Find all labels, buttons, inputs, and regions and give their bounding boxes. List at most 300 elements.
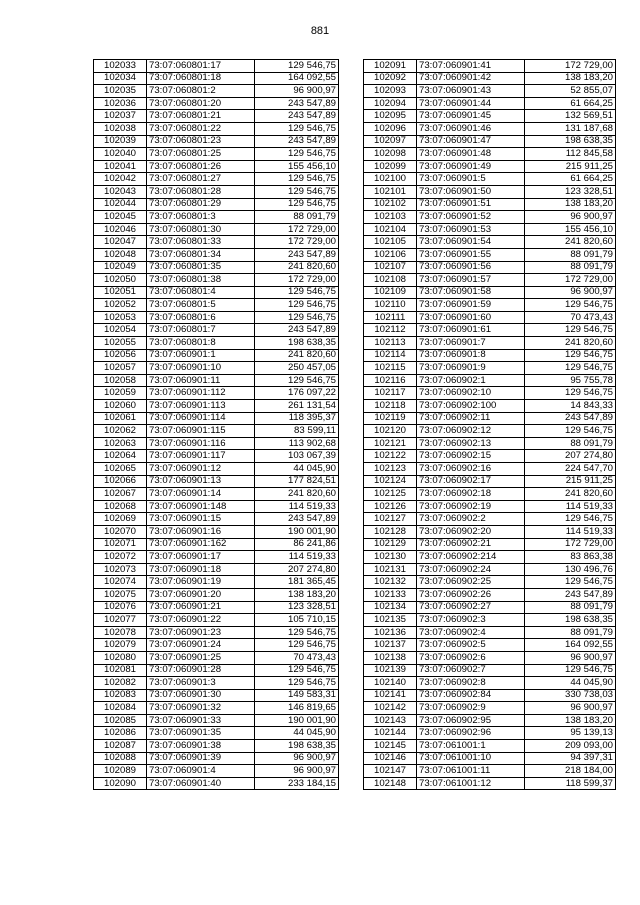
cadastral-number-cell: 73:07:060902:5 — [417, 639, 525, 652]
row-number-cell: 102067 — [94, 488, 147, 501]
amount-cell: 241 820,60 — [255, 261, 339, 274]
cadastral-number-cell: 73:07:060801:26 — [147, 160, 255, 173]
table-row — [364, 450, 616, 463]
cadastral-number-cell: 73:07:061001:11 — [417, 765, 525, 778]
table-row — [364, 362, 616, 375]
amount-cell: 243 547,89 — [255, 135, 339, 148]
table-row — [364, 60, 616, 73]
row-number-cell: 102126 — [364, 500, 417, 513]
row-number-cell: 102097 — [364, 135, 417, 148]
row-number-cell: 102076 — [94, 601, 147, 614]
row-number-cell: 102107 — [364, 261, 417, 274]
row-number-cell: 102094 — [364, 97, 417, 110]
cadastral-number-cell: 73:07:060901:61 — [417, 324, 525, 337]
table-row — [94, 311, 339, 324]
left-table-body — [94, 60, 339, 790]
cadastral-number-cell: 73:07:060901:17 — [147, 551, 255, 564]
row-number-cell: 102146 — [364, 752, 417, 765]
row-number-cell: 102064 — [94, 450, 147, 463]
amount-cell: 83 599,11 — [255, 425, 339, 438]
table-row — [364, 626, 616, 639]
amount-cell: 129 546,75 — [525, 349, 616, 362]
row-number-cell: 102133 — [364, 588, 417, 601]
cadastral-number-cell: 73:07:060902:95 — [417, 714, 525, 727]
table-row — [364, 72, 616, 85]
table-row — [94, 185, 339, 198]
row-number-cell: 102110 — [364, 299, 417, 312]
cadastral-number-cell: 73:07:060902:24 — [417, 563, 525, 576]
row-number-cell: 102086 — [94, 727, 147, 740]
amount-cell: 155 456,10 — [255, 160, 339, 173]
cadastral-number-cell: 73:07:060901:28 — [147, 664, 255, 677]
table-row — [364, 563, 616, 576]
table-row — [94, 387, 339, 400]
cadastral-number-cell: 73:07:060901:22 — [147, 614, 255, 627]
amount-cell: 233 184,15 — [255, 777, 339, 790]
cadastral-number-cell: 73:07:060902:3 — [417, 614, 525, 627]
amount-cell: 129 546,75 — [525, 362, 616, 375]
amount-cell: 181 365,45 — [255, 576, 339, 589]
table-row — [94, 614, 339, 627]
row-number-cell: 102077 — [94, 614, 147, 627]
row-number-cell: 102078 — [94, 626, 147, 639]
amount-cell: 88 091,79 — [525, 626, 616, 639]
row-number-cell: 102038 — [94, 122, 147, 135]
amount-cell: 241 820,60 — [255, 488, 339, 501]
cadastral-number-cell: 73:07:060902:214 — [417, 551, 525, 564]
amount-cell: 138 183,20 — [525, 714, 616, 727]
amount-cell: 118 395,37 — [255, 412, 339, 425]
cadastral-number-cell: 73:07:060901:1 — [147, 349, 255, 362]
row-number-cell: 102113 — [364, 337, 417, 350]
amount-cell: 105 710,15 — [255, 614, 339, 627]
cadastral-number-cell: 73:07:060901:20 — [147, 588, 255, 601]
table-row — [364, 223, 616, 236]
row-number-cell: 102074 — [94, 576, 147, 589]
row-number-cell: 102106 — [364, 248, 417, 261]
cadastral-number-cell: 73:07:060902:96 — [417, 727, 525, 740]
amount-cell: 114 519,33 — [255, 500, 339, 513]
table-row — [94, 60, 339, 73]
row-number-cell: 102141 — [364, 689, 417, 702]
table-row — [94, 324, 339, 337]
amount-cell: 14 843,33 — [525, 400, 616, 413]
amount-cell: 129 546,75 — [255, 626, 339, 639]
page-number: 881 — [310, 25, 330, 37]
cadastral-number-cell: 73:07:060901:51 — [417, 198, 525, 211]
row-number-cell: 102104 — [364, 223, 417, 236]
row-number-cell: 102069 — [94, 513, 147, 526]
row-number-cell: 102056 — [94, 349, 147, 362]
amount-cell: 129 546,75 — [255, 639, 339, 652]
amount-cell: 172 729,00 — [525, 274, 616, 287]
cadastral-number-cell: 73:07:060901:30 — [147, 689, 255, 702]
cadastral-number-cell: 73:07:060902:7 — [417, 664, 525, 677]
table-row — [364, 198, 616, 211]
cadastral-number-cell: 73:07:060902:1 — [417, 374, 525, 387]
table-row — [364, 538, 616, 551]
amount-cell: 330 738,03 — [525, 689, 616, 702]
amount-cell: 129 546,75 — [525, 664, 616, 677]
amount-cell: 94 397,31 — [525, 752, 616, 765]
table-row — [94, 626, 339, 639]
row-number-cell: 102050 — [94, 274, 147, 287]
row-number-cell: 102111 — [364, 311, 417, 324]
amount-cell: 95 755,78 — [525, 374, 616, 387]
table-row — [364, 677, 616, 690]
cadastral-number-cell: 73:07:060801:35 — [147, 261, 255, 274]
table-row — [364, 437, 616, 450]
cadastral-number-cell: 73:07:060901:112 — [147, 387, 255, 400]
table-row — [364, 374, 616, 387]
amount-cell: 164 092,55 — [255, 72, 339, 85]
cadastral-number-cell: 73:07:060801:8 — [147, 337, 255, 350]
amount-cell: 129 546,75 — [255, 311, 339, 324]
cadastral-number-cell: 73:07:060901:9 — [417, 362, 525, 375]
amount-cell: 44 045,90 — [255, 727, 339, 740]
cadastral-number-cell: 73:07:060901:5 — [417, 173, 525, 186]
left-register-table — [93, 59, 339, 790]
table-row — [364, 488, 616, 501]
cadastral-number-cell: 73:07:060902:15 — [417, 450, 525, 463]
table-row — [94, 488, 339, 501]
cadastral-number-cell: 73:07:060901:42 — [417, 72, 525, 85]
table-row — [94, 740, 339, 753]
table-row — [94, 248, 339, 261]
cadastral-number-cell: 73:07:060801:27 — [147, 173, 255, 186]
table-row — [364, 324, 616, 337]
table-row — [94, 135, 339, 148]
amount-cell: 129 546,75 — [255, 173, 339, 186]
amount-cell: 118 599,37 — [525, 777, 616, 790]
row-number-cell: 102081 — [94, 664, 147, 677]
amount-cell: 129 546,75 — [255, 198, 339, 211]
table-row — [94, 588, 339, 601]
row-number-cell: 102127 — [364, 513, 417, 526]
row-number-cell: 102098 — [364, 148, 417, 161]
amount-cell: 243 547,89 — [255, 513, 339, 526]
table-row — [364, 576, 616, 589]
row-number-cell: 102131 — [364, 563, 417, 576]
amount-cell: 103 067,39 — [255, 450, 339, 463]
amount-cell: 112 845,58 — [525, 148, 616, 161]
table-row — [94, 525, 339, 538]
row-number-cell: 102082 — [94, 677, 147, 690]
amount-cell: 131 187,68 — [525, 122, 616, 135]
cadastral-number-cell: 73:07:060901:23 — [147, 626, 255, 639]
cadastral-number-cell: 73:07:060801:3 — [147, 211, 255, 224]
cadastral-number-cell: 73:07:060901:39 — [147, 752, 255, 765]
row-number-cell: 102047 — [94, 236, 147, 249]
row-number-cell: 102063 — [94, 437, 147, 450]
row-number-cell: 102100 — [364, 173, 417, 186]
table-row — [364, 588, 616, 601]
amount-cell: 86 241,86 — [255, 538, 339, 551]
amount-cell: 44 045,90 — [255, 463, 339, 476]
amount-cell: 88 091,79 — [525, 601, 616, 614]
row-number-cell: 102114 — [364, 349, 417, 362]
row-number-cell: 102116 — [364, 374, 417, 387]
amount-cell: 243 547,89 — [525, 588, 616, 601]
amount-cell: 96 900,97 — [525, 286, 616, 299]
table-row — [364, 173, 616, 186]
amount-cell: 129 546,75 — [525, 387, 616, 400]
row-number-cell: 102055 — [94, 337, 147, 350]
row-number-cell: 102093 — [364, 85, 417, 98]
amount-cell: 129 546,75 — [255, 148, 339, 161]
table-row — [94, 563, 339, 576]
amount-cell: 44 045,90 — [525, 677, 616, 690]
table-row — [94, 148, 339, 161]
cadastral-number-cell: 73:07:060901:41 — [417, 60, 525, 73]
cadastral-number-cell: 73:07:060801:20 — [147, 97, 255, 110]
cadastral-number-cell: 73:07:060901:45 — [417, 110, 525, 123]
cadastral-number-cell: 73:07:060901:21 — [147, 601, 255, 614]
cadastral-number-cell: 73:07:060902:20 — [417, 525, 525, 538]
amount-cell: 113 902,68 — [255, 437, 339, 450]
cadastral-number-cell: 73:07:060901:11 — [147, 374, 255, 387]
amount-cell: 207 274,80 — [255, 563, 339, 576]
cadastral-number-cell: 73:07:060902:25 — [417, 576, 525, 589]
cadastral-number-cell: 73:07:060902:10 — [417, 387, 525, 400]
amount-cell: 129 546,75 — [525, 576, 616, 589]
cadastral-number-cell: 73:07:060902:17 — [417, 475, 525, 488]
amount-cell: 155 456,10 — [525, 223, 616, 236]
cadastral-number-cell: 73:07:060901:58 — [417, 286, 525, 299]
table-row — [94, 97, 339, 110]
amount-cell: 96 900,97 — [255, 85, 339, 98]
cadastral-number-cell: 73:07:060901:3 — [147, 677, 255, 690]
table-row — [364, 463, 616, 476]
row-number-cell: 102130 — [364, 551, 417, 564]
row-number-cell: 102044 — [94, 198, 147, 211]
amount-cell: 215 911,25 — [525, 160, 616, 173]
amount-cell: 129 546,75 — [525, 425, 616, 438]
row-number-cell: 102145 — [364, 740, 417, 753]
cadastral-number-cell: 73:07:060902:27 — [417, 601, 525, 614]
table-row — [364, 551, 616, 564]
cadastral-number-cell: 73:07:060901:25 — [147, 651, 255, 664]
amount-cell: 138 183,20 — [525, 72, 616, 85]
amount-cell: 149 583,31 — [255, 689, 339, 702]
row-number-cell: 102066 — [94, 475, 147, 488]
table-row — [364, 211, 616, 224]
row-number-cell: 102139 — [364, 664, 417, 677]
table-row — [364, 160, 616, 173]
table-row — [94, 400, 339, 413]
amount-cell: 96 900,97 — [255, 765, 339, 778]
amount-cell: 129 546,75 — [255, 374, 339, 387]
row-number-cell: 102051 — [94, 286, 147, 299]
table-row — [94, 513, 339, 526]
cadastral-number-cell: 73:07:060901:50 — [417, 185, 525, 198]
amount-cell: 132 569,51 — [525, 110, 616, 123]
table-row — [94, 337, 339, 350]
amount-cell: 138 183,20 — [255, 588, 339, 601]
row-number-cell: 102048 — [94, 248, 147, 261]
amount-cell: 123 328,51 — [255, 601, 339, 614]
table-row — [364, 513, 616, 526]
row-number-cell: 102036 — [94, 97, 147, 110]
amount-cell: 190 001,90 — [255, 525, 339, 538]
cadastral-number-cell: 73:07:060901:53 — [417, 223, 525, 236]
cadastral-number-cell: 73:07:060801:2 — [147, 85, 255, 98]
cadastral-number-cell: 73:07:060901:7 — [417, 337, 525, 350]
cadastral-number-cell: 73:07:060902:21 — [417, 538, 525, 551]
cadastral-number-cell: 73:07:060902:2 — [417, 513, 525, 526]
cadastral-number-cell: 73:07:061001:1 — [417, 740, 525, 753]
amount-cell: 243 547,89 — [255, 324, 339, 337]
table-row — [364, 664, 616, 677]
cadastral-number-cell: 73:07:060902:26 — [417, 588, 525, 601]
row-number-cell: 102091 — [364, 60, 417, 73]
row-number-cell: 102121 — [364, 437, 417, 450]
row-number-cell: 102034 — [94, 72, 147, 85]
amount-cell: 129 546,75 — [525, 324, 616, 337]
row-number-cell: 102079 — [94, 639, 147, 652]
row-number-cell: 102075 — [94, 588, 147, 601]
amount-cell: 114 519,33 — [255, 551, 339, 564]
table-row — [364, 122, 616, 135]
row-number-cell: 102128 — [364, 525, 417, 538]
table-row — [364, 765, 616, 778]
amount-cell: 61 664,25 — [525, 173, 616, 186]
table-row — [94, 500, 339, 513]
table-row — [94, 72, 339, 85]
table-row — [94, 274, 339, 287]
row-number-cell: 102070 — [94, 525, 147, 538]
table-row — [364, 97, 616, 110]
cadastral-number-cell: 73:07:060901:115 — [147, 425, 255, 438]
row-number-cell: 102132 — [364, 576, 417, 589]
amount-cell: 129 546,75 — [525, 299, 616, 312]
row-number-cell: 102147 — [364, 765, 417, 778]
amount-cell: 70 473,43 — [255, 651, 339, 664]
table-row — [364, 148, 616, 161]
row-number-cell: 102037 — [94, 110, 147, 123]
table-row — [364, 387, 616, 400]
cadastral-number-cell: 73:07:060901:44 — [417, 97, 525, 110]
table-row — [364, 740, 616, 753]
cadastral-number-cell: 73:07:060901:162 — [147, 538, 255, 551]
amount-cell: 129 546,75 — [255, 60, 339, 73]
cadastral-number-cell: 73:07:060901:46 — [417, 122, 525, 135]
amount-cell: 129 546,75 — [255, 677, 339, 690]
row-number-cell: 102112 — [364, 324, 417, 337]
table-row — [364, 286, 616, 299]
amount-cell: 83 863,38 — [525, 551, 616, 564]
row-number-cell: 102068 — [94, 500, 147, 513]
table-row — [364, 311, 616, 324]
table-row — [364, 400, 616, 413]
row-number-cell: 102083 — [94, 689, 147, 702]
row-number-cell: 102137 — [364, 639, 417, 652]
cadastral-number-cell: 73:07:060901:113 — [147, 400, 255, 413]
row-number-cell: 102124 — [364, 475, 417, 488]
row-number-cell: 102118 — [364, 400, 417, 413]
amount-cell: 129 546,75 — [255, 299, 339, 312]
amount-cell: 129 546,75 — [255, 122, 339, 135]
cadastral-number-cell: 73:07:060901:13 — [147, 475, 255, 488]
amount-cell: 95 139,13 — [525, 727, 616, 740]
table-row — [364, 651, 616, 664]
table-row — [364, 525, 616, 538]
row-number-cell: 102089 — [94, 765, 147, 778]
table-row — [94, 198, 339, 211]
row-number-cell: 102101 — [364, 185, 417, 198]
amount-cell: 129 546,75 — [255, 286, 339, 299]
cadastral-number-cell: 73:07:060901:117 — [147, 450, 255, 463]
cadastral-number-cell: 73:07:060901:57 — [417, 274, 525, 287]
cadastral-number-cell: 73:07:060902:6 — [417, 651, 525, 664]
right-register-table — [363, 59, 616, 790]
row-number-cell: 102080 — [94, 651, 147, 664]
row-number-cell: 102136 — [364, 626, 417, 639]
cadastral-number-cell: 73:07:060902:84 — [417, 689, 525, 702]
amount-cell: 123 328,51 — [525, 185, 616, 198]
row-number-cell: 102041 — [94, 160, 147, 173]
table-row — [364, 299, 616, 312]
cadastral-number-cell: 73:07:060901:148 — [147, 500, 255, 513]
cadastral-number-cell: 73:07:060901:15 — [147, 513, 255, 526]
cadastral-number-cell: 73:07:060901:33 — [147, 714, 255, 727]
table-row — [364, 337, 616, 350]
table-row — [94, 714, 339, 727]
row-number-cell: 102108 — [364, 274, 417, 287]
row-number-cell: 102039 — [94, 135, 147, 148]
row-number-cell: 102059 — [94, 387, 147, 400]
table-row — [94, 752, 339, 765]
row-number-cell: 102046 — [94, 223, 147, 236]
cadastral-number-cell: 73:07:060801:25 — [147, 148, 255, 161]
row-number-cell: 102117 — [364, 387, 417, 400]
table-row — [364, 261, 616, 274]
row-number-cell: 102102 — [364, 198, 417, 211]
cadastral-number-cell: 73:07:060901:16 — [147, 525, 255, 538]
cadastral-number-cell: 73:07:060902:9 — [417, 702, 525, 715]
amount-cell: 114 519,33 — [525, 500, 616, 513]
amount-cell: 164 092,55 — [525, 639, 616, 652]
cadastral-number-cell: 73:07:060901:52 — [417, 211, 525, 224]
row-number-cell: 102088 — [94, 752, 147, 765]
amount-cell: 96 900,97 — [525, 651, 616, 664]
cadastral-number-cell: 73:07:060801:30 — [147, 223, 255, 236]
table-row — [364, 601, 616, 614]
table-row — [94, 122, 339, 135]
amount-cell: 177 824,51 — [255, 475, 339, 488]
row-number-cell: 102087 — [94, 740, 147, 753]
table-row — [364, 236, 616, 249]
table-row — [94, 639, 339, 652]
row-number-cell: 102049 — [94, 261, 147, 274]
cadastral-number-cell: 73:07:060901:49 — [417, 160, 525, 173]
table-row — [94, 286, 339, 299]
amount-cell: 129 546,75 — [255, 664, 339, 677]
table-row — [364, 185, 616, 198]
table-row — [364, 614, 616, 627]
amount-cell: 241 820,60 — [525, 488, 616, 501]
cadastral-number-cell: 73:07:060901:8 — [417, 349, 525, 362]
row-number-cell: 102120 — [364, 425, 417, 438]
table-row — [364, 500, 616, 513]
cadastral-number-cell: 73:07:060901:43 — [417, 85, 525, 98]
amount-cell: 243 547,89 — [255, 97, 339, 110]
amount-cell: 146 819,65 — [255, 702, 339, 715]
cadastral-number-cell: 73:07:060801:34 — [147, 248, 255, 261]
table-row — [94, 374, 339, 387]
cadastral-number-cell: 73:07:060801:38 — [147, 274, 255, 287]
table-row — [364, 412, 616, 425]
